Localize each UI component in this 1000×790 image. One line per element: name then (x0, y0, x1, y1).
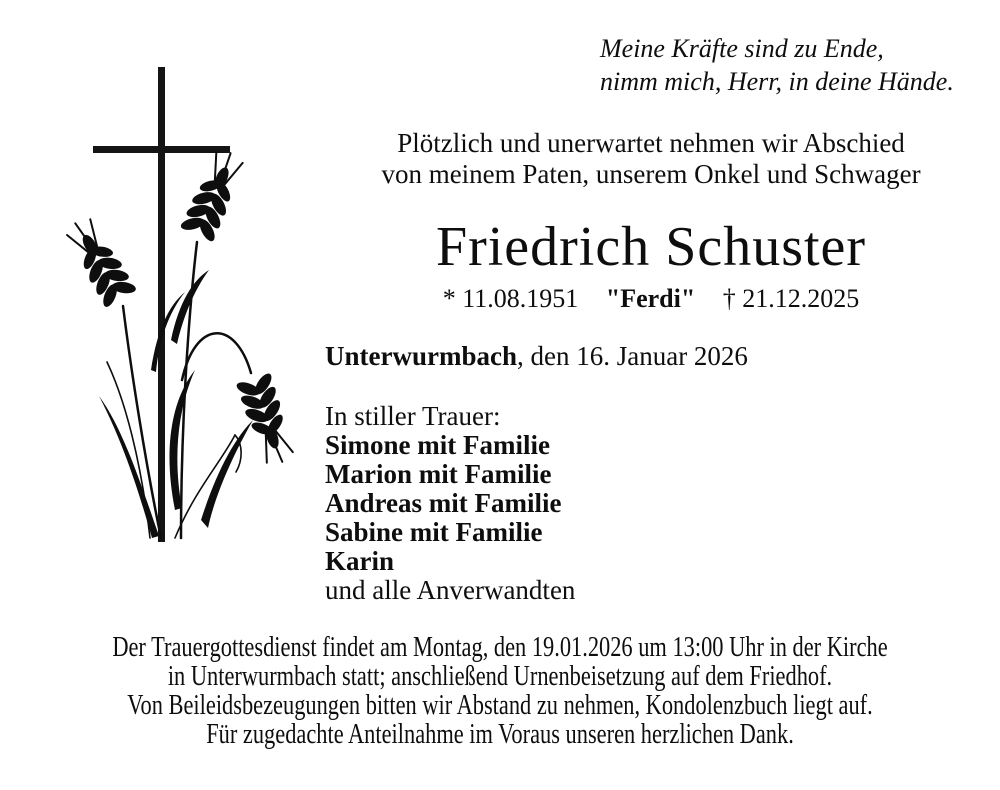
service-info (28, 633, 972, 749)
service-line: Für zugedachte Anteilnahme im Voraus unseren herzlichen Dank. (206, 719, 794, 750)
mourner-row: Marion mit Familie (325, 459, 552, 489)
intro-line: Plötzlich und unerwartet nehmen wir Abschied (397, 128, 905, 158)
wheat-ear-left-icon (59, 212, 141, 312)
nickname: "Ferdi" (605, 284, 696, 313)
service-line: in Unterwurmbach statt; anschließend Urnenbeisetzung auf dem Friedhof. (167, 661, 833, 692)
mourning-heading: In stiller Trauer: (325, 401, 501, 431)
birth-symbol: * (442, 284, 456, 313)
wheat-ear-drooping-icon (232, 369, 300, 469)
mourner-row: Sabine mit Familie (325, 517, 543, 547)
intro-text (340, 128, 962, 190)
epigraph-line: Meine Kräfte sind zu Ende, (600, 34, 884, 63)
epigraph-line: nimm mich, Herr, in deine Hände. (600, 67, 954, 96)
death-symbol: † (722, 284, 736, 313)
death-date: 21.12.2025 (742, 284, 860, 313)
cross-with-wheat-icon (55, 40, 335, 590)
deceased-name: Friedrich Schuster (435, 216, 867, 278)
service-line: Von Beileidsbezeugungen bitten wir Abstand zu nehmen, Kondolenzbuch liegt auf. (127, 690, 873, 721)
mourner-row: Andreas mit Familie (325, 488, 562, 518)
service-line: Der Trauergottesdienst findet am Montag, den 19.01.2026 um 13:00 Uhr in der Kirche (112, 632, 888, 663)
birth-date: 11.08.1951 (462, 284, 579, 313)
mourner-row: Karin (325, 546, 395, 576)
wheat-ear-upper-icon (176, 145, 251, 246)
cross-icon (93, 67, 230, 542)
place-dateline (325, 341, 748, 371)
dateline-suffix: , den 16. Januar 2026 (516, 341, 748, 371)
wheat-leaves (99, 270, 253, 538)
mourner-row: Simone mit Familie (325, 430, 550, 460)
mourning-closing: und alle Anverwandten (325, 575, 576, 605)
epigraph (600, 32, 954, 98)
life-dates (340, 284, 962, 314)
intro-line: von meinem Paten, unserem Onkel und Schwager (381, 159, 921, 189)
place-name: Unterwurmbach (325, 341, 517, 371)
mourning-list (325, 402, 575, 605)
